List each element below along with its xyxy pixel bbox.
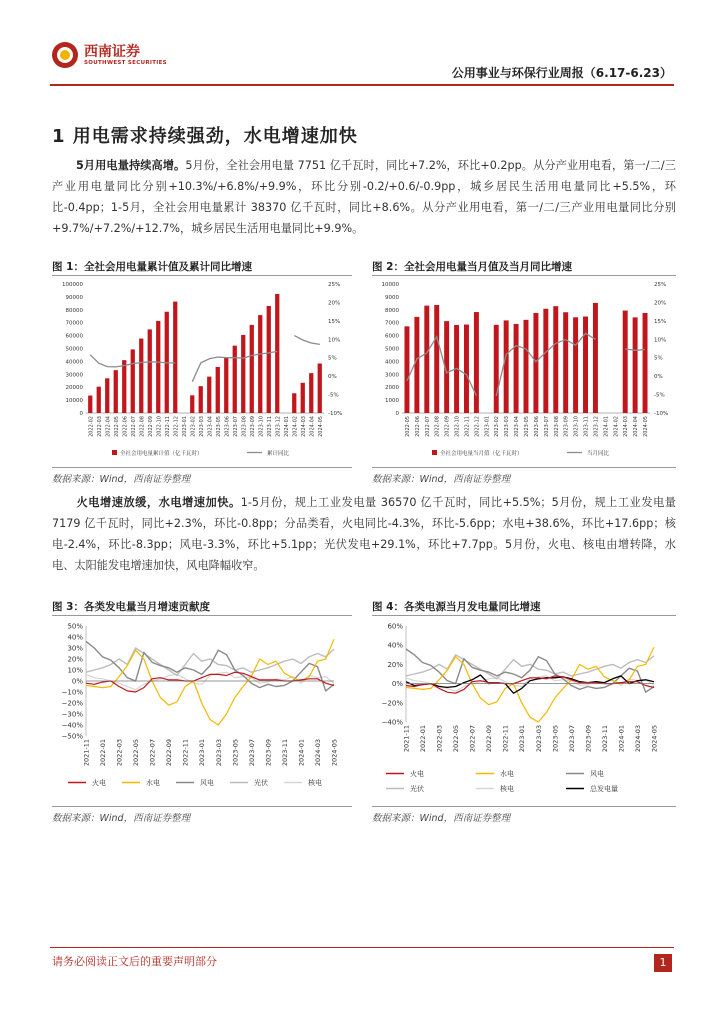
x-tick-label: 2022-01 [99, 739, 108, 767]
x-tick-label: 2024-05 [330, 739, 339, 767]
y-right-tick-label: -5% [654, 392, 665, 399]
bar [148, 329, 152, 413]
x-tick-label: 2022-11 [501, 725, 510, 753]
y-tick-label: −40% [61, 721, 83, 730]
bar [241, 335, 245, 413]
y-left-tick-label: 4000 [385, 359, 399, 366]
bar [131, 349, 135, 413]
figure-2-bottom-rule [372, 467, 676, 468]
paragraph-1-lead: 5月用电量持续高增。 [76, 159, 186, 172]
x-tick-label: 2022-02 [88, 416, 95, 437]
bar [88, 396, 92, 413]
bar [494, 325, 499, 413]
x-tick-label: 2022-12 [173, 416, 180, 437]
x-tick-label: 2024-02 [292, 416, 299, 437]
bar [224, 357, 228, 413]
figure-3-title: 图 3：各类发电量当月增速贡献度 [52, 601, 210, 613]
x-tick-label: 2023-01 [198, 739, 207, 767]
y-tick-label: −40% [381, 718, 403, 727]
x-tick-label: 2024-01 [617, 725, 626, 753]
bar [583, 317, 588, 413]
bar [553, 306, 558, 413]
x-tick-label: 2022-11 [181, 739, 190, 767]
x-tick-label: 2022-05 [132, 739, 141, 767]
bar [139, 339, 143, 413]
legend-swatch-bar [432, 450, 437, 455]
y-tick-label: 10% [67, 666, 83, 675]
x-tick-label: 2023-09 [584, 725, 593, 753]
x-tick-label: 2023-05 [524, 416, 530, 437]
figure-3-rule [52, 615, 352, 616]
x-tick-label: 2021-11 [402, 725, 411, 753]
chart-3 [52, 618, 352, 804]
figure-4-rule [372, 615, 676, 616]
y-left-tick-label: 50000 [65, 346, 83, 353]
y-left-tick-label: 3000 [385, 372, 399, 379]
x-tick-label: 2023-07 [247, 739, 256, 767]
x-tick-label: 2024-05 [643, 416, 650, 437]
y-right-tick-label: 25% [328, 282, 341, 288]
figure-2-rule [372, 275, 676, 276]
bar [404, 326, 409, 413]
y-tick-label: 50% [67, 622, 83, 631]
chart-1 [52, 278, 352, 466]
paragraph-2-text: 1-5月份，规上工业发电量 36570 亿千瓦时，同比+5.5%；5月份，规上工业发电量 7179 亿千瓦时，同比+2.3%，环比-0.8pp；分品类看，火电同比-4.3%，环比-5.6pp；水电+38.6%，环比+17.6pp；核电-2.4%，环比-8.3pp；风电-3.3%，环比+5.1pp；光伏发电+29.1%，环比+7.7pp。5月份，火电、核电由增转降，水电、太阳能发电增速加快，风电降幅收窄。 [52, 496, 676, 572]
y-left-tick-label: 6000 [385, 333, 399, 340]
figure-4-bottom-rule [372, 806, 676, 807]
y-left-tick-label: 9000 [385, 294, 399, 301]
x-tick-label: 2021-11 [82, 739, 91, 767]
bar [434, 305, 439, 413]
bar [309, 373, 313, 413]
y-tick-label: 30% [67, 644, 83, 653]
x-tick-label: 2023-02 [190, 416, 197, 437]
bar [105, 378, 109, 413]
figure-1-bottom-rule [52, 467, 352, 468]
chart-4 [372, 618, 676, 804]
y-right-tick-label: -10% [654, 411, 669, 417]
y-tick-label: −20% [381, 699, 403, 708]
y-right-tick-label: 5% [654, 355, 663, 362]
x-tick-label: 2022-12 [474, 416, 481, 437]
x-tick-label: 2024-03 [313, 739, 322, 767]
y-tick-label: 20% [67, 655, 83, 664]
y-left-tick-label: 0 [395, 411, 399, 417]
x-tick-label: 2022-08 [139, 416, 146, 437]
legend-label-核电: 核电 [308, 779, 322, 787]
figure-3-bottom-rule [52, 806, 352, 807]
bar [122, 360, 126, 413]
page-number: 1 [654, 954, 672, 972]
legend-label-bar: 全社会用电量累计值（亿千瓦时） [120, 451, 203, 457]
x-tick-label: 2022-03 [96, 416, 103, 437]
x-tick-label: 2023-09 [264, 739, 273, 767]
bar [318, 364, 322, 413]
x-tick-label: 2024-04 [309, 416, 316, 437]
x-tick-label: 2023-05 [551, 725, 560, 753]
figure-4-title: 图 4：各类电源当月发电量同比增速 [372, 601, 541, 613]
company-name-en: SOUTHWEST SECURITIES [84, 60, 167, 66]
bar [533, 313, 538, 413]
y-right-tick-label: 5% [328, 355, 337, 362]
x-tick-label: 2022-11 [464, 416, 471, 437]
bar [593, 303, 598, 413]
x-tick-label: 2023-04 [514, 416, 521, 437]
x-tick-label: 2024-01 [603, 416, 610, 437]
x-tick-label: 2023-11 [583, 416, 590, 437]
x-tick-label: 2023-03 [198, 416, 205, 437]
y-tick-label: −50% [61, 732, 83, 741]
bar [275, 294, 279, 413]
x-tick-label: 2022-05 [113, 416, 120, 437]
footer-notice: 请务必阅读正文后的重要声明部分 [52, 955, 217, 968]
x-tick-label: 2022-04 [105, 416, 112, 437]
x-tick-label: 2022-03 [435, 725, 444, 753]
x-tick-label: 2022-07 [130, 416, 137, 437]
y-tick-label: −30% [61, 710, 83, 719]
y-tick-label: −10% [61, 688, 83, 697]
header-divider [50, 84, 674, 86]
x-tick-label: 2023-11 [266, 416, 273, 437]
x-tick-label: 2024-01 [297, 739, 306, 767]
bar [216, 367, 220, 413]
y-right-tick-label: 15% [328, 318, 341, 325]
x-tick-label: 2023-01 [518, 725, 527, 753]
y-right-tick-label: 10% [654, 337, 667, 344]
legend-label-line: 当月同比 [587, 451, 610, 457]
x-tick-label: 2024-03 [300, 416, 307, 437]
y-right-tick-label: 0% [328, 374, 337, 381]
x-tick-label: 2023-04 [207, 416, 214, 437]
bar [464, 325, 469, 413]
x-tick-label: 2023-10 [573, 416, 580, 437]
figure-1-rule [52, 275, 352, 276]
legend-label-bar: 全社会用电量当月值（亿千瓦时） [440, 451, 523, 457]
x-tick-label: 2022-09 [444, 416, 451, 437]
y-left-tick-label: 40000 [65, 359, 83, 366]
company-logo-icon [50, 40, 80, 70]
x-tick-label: 2023-06 [533, 416, 540, 437]
y-left-tick-label: 20000 [65, 385, 83, 392]
bar [643, 313, 648, 413]
x-tick-label: 2023-11 [280, 739, 289, 767]
bar [207, 377, 211, 413]
bar [173, 302, 177, 413]
legend-label-光伏: 光伏 [254, 779, 268, 787]
y-right-tick-label: 20% [328, 300, 341, 307]
line-series-水电 [406, 647, 654, 722]
x-tick-label: 2022-07 [148, 739, 157, 767]
legend-label-火电: 火电 [410, 770, 424, 778]
legend-label-核电: 核电 [500, 785, 514, 793]
figure-2-source: 数据来源：Wind，西南证券整理 [372, 474, 511, 485]
y-tick-label: 20% [387, 660, 403, 669]
bar [543, 309, 548, 413]
bar [250, 325, 254, 413]
x-tick-label: 2024-01 [283, 416, 290, 437]
y-right-tick-label: 0% [654, 374, 663, 381]
bar [114, 370, 118, 413]
y-left-tick-label: 30000 [65, 372, 83, 379]
y-tick-label: 60% [387, 622, 403, 631]
x-tick-label: 2023-01 [181, 416, 188, 437]
y-left-tick-label: 80000 [65, 307, 83, 314]
bar [414, 317, 419, 413]
y-tick-label: 40% [387, 641, 403, 650]
x-tick-label: 2023-08 [553, 416, 560, 437]
chart-2 [372, 278, 676, 466]
x-tick-label: 2022-06 [122, 416, 129, 437]
x-tick-label: 2022-10 [156, 416, 163, 437]
x-tick-label: 2023-07 [232, 416, 239, 437]
footer-divider [50, 947, 674, 948]
figure-1-title: 图 1：全社会用电量累计值及累计同比增速 [52, 261, 252, 273]
x-tick-label: 2022-08 [434, 416, 441, 437]
x-tick-label: 2023-03 [504, 416, 511, 437]
bar [514, 324, 519, 413]
x-tick-label: 2023-06 [224, 416, 231, 437]
legend-label-line: 累计同比 [267, 451, 290, 457]
y-right-tick-label: -5% [328, 392, 339, 399]
x-tick-label: 2022-10 [454, 416, 461, 437]
x-tick-label: 2023-01 [484, 416, 491, 437]
x-tick-label: 2022-07 [424, 416, 431, 437]
y-left-tick-label: 10000 [65, 398, 83, 405]
report-title: 公用事业与环保行业周报（6.17-6.23） [451, 66, 672, 80]
y-left-tick-label: 10000 [381, 282, 399, 288]
x-tick-label: 2022-03 [115, 739, 124, 767]
legend-swatch-bar [112, 450, 117, 455]
x-tick-label: 2023-07 [543, 416, 550, 437]
bar [233, 346, 237, 413]
bar [258, 315, 262, 413]
x-tick-label: 2023-03 [214, 739, 223, 767]
company-name-cn: 西南证券 [84, 44, 140, 60]
figure-4-source: 数据来源：Wind，西南证券整理 [372, 813, 511, 824]
legend-label-水电: 水电 [500, 770, 514, 778]
line-series-水电 [86, 639, 334, 725]
paragraph-2-lead: 火电增速放缓，水电增速加快。 [76, 496, 241, 509]
x-tick-label: 2022-07 [468, 725, 477, 753]
y-left-tick-label: 90000 [65, 294, 83, 301]
bar [267, 306, 271, 413]
legend-label-总发电量: 总发电量 [590, 785, 618, 793]
paragraph-1 [52, 155, 676, 239]
y-left-tick-label: 100000 [62, 282, 83, 288]
x-tick-label: 2023-12 [593, 416, 600, 437]
figure-2-title: 图 2：全社会用电量当月值及当月同比增速 [372, 261, 572, 273]
x-tick-label: 2022-09 [147, 416, 154, 437]
x-tick-label: 2023-09 [563, 416, 570, 437]
x-tick-label: 2022-05 [404, 416, 411, 437]
y-right-tick-label: 25% [654, 282, 667, 288]
x-tick-label: 2022-09 [485, 725, 494, 753]
line-series-风电 [86, 641, 334, 691]
bar [524, 320, 529, 413]
x-tick-label: 2024-05 [650, 725, 659, 753]
legend-label-水电: 水电 [146, 779, 160, 787]
x-tick-label: 2023-07 [567, 725, 576, 753]
bar [424, 306, 429, 413]
y-right-tick-label: -10% [328, 411, 343, 417]
x-tick-label: 2023-03 [534, 725, 543, 753]
bar [199, 386, 203, 413]
x-tick-label: 2023-11 [600, 725, 609, 753]
x-tick-label: 2022-11 [164, 416, 171, 437]
bar [623, 311, 628, 413]
paragraph-2 [52, 492, 676, 576]
y-tick-label: 40% [67, 633, 83, 642]
figure-1-source: 数据来源：Wind，西南证券整理 [52, 474, 191, 485]
x-tick-label: 2023-08 [241, 416, 248, 437]
x-tick-label: 2024-04 [633, 416, 640, 437]
bar [301, 383, 305, 413]
y-left-tick-label: 1000 [385, 398, 399, 405]
figure-3-source: 数据来源：Wind，西南证券整理 [52, 813, 191, 824]
y-tick-label: 0% [391, 680, 403, 689]
y-right-tick-label: 20% [654, 300, 667, 307]
bar [563, 312, 568, 413]
y-right-tick-label: 15% [654, 318, 667, 325]
x-tick-label: 2023-02 [494, 416, 501, 437]
bar [97, 387, 101, 413]
y-left-tick-label: 8000 [385, 307, 399, 314]
x-tick-label: 2022-09 [165, 739, 174, 767]
y-left-tick-label: 60000 [65, 333, 83, 340]
bar [156, 321, 160, 413]
y-tick-label: 0% [71, 677, 83, 686]
line-series-风电 [406, 649, 654, 692]
y-left-tick-label: 5000 [385, 346, 399, 353]
y-left-tick-label: 2000 [385, 385, 399, 392]
x-tick-label: 2022-05 [452, 725, 461, 753]
x-tick-label: 2022-06 [414, 416, 421, 437]
bar [292, 393, 296, 413]
x-tick-label: 2023-05 [215, 416, 222, 437]
legend-label-光伏: 光伏 [410, 785, 424, 793]
legend-label-火电: 火电 [92, 779, 106, 787]
x-tick-label: 2023-05 [231, 739, 240, 767]
x-tick-label: 2023-12 [275, 416, 282, 437]
y-left-tick-label: 7000 [385, 320, 399, 327]
bar [190, 395, 194, 413]
bar [573, 317, 578, 413]
bar [504, 320, 509, 413]
bar [474, 312, 479, 413]
x-tick-label: 2022-01 [419, 725, 428, 753]
x-tick-label: 2023-09 [249, 416, 256, 437]
x-tick-label: 2024-03 [633, 725, 642, 753]
y-right-tick-label: 10% [328, 337, 341, 344]
y-left-tick-label: 70000 [65, 320, 83, 327]
legend-label-风电: 风电 [590, 770, 604, 778]
y-tick-label: −20% [61, 699, 83, 708]
x-tick-label: 2023-10 [258, 416, 265, 437]
y-left-tick-label: 0 [79, 411, 83, 417]
paragraph-1-text: 5月份，全社会用电量 7751 亿千瓦时，同比+7.2%，环比+0.2pp。从分产业用电看，第一/二/三产业用电量同比分别+10.3%/+6.8%/+9.9%，环比分别-0.2/+0.6/-0.9pp，城乡居民生活用电量同比+5.5%，环比-0.4pp；1-5月，全社会用电量累计 38370 亿千瓦时，同比+8.6%。从分产业用电看，第一/二/三产业用电量同比分别+9.7%/+7.2%/+12.7%，城乡居民生活用电量同比+9.9%。 [52, 159, 676, 235]
x-tick-label: 2024-02 [613, 416, 620, 437]
legend-label-风电: 风电 [200, 779, 214, 787]
x-tick-label: 2024-03 [623, 416, 630, 437]
section-title: 1 用电需求持续强劲，水电增速加快 [52, 126, 358, 147]
x-tick-label: 2024-05 [317, 416, 324, 437]
bar [633, 317, 638, 413]
